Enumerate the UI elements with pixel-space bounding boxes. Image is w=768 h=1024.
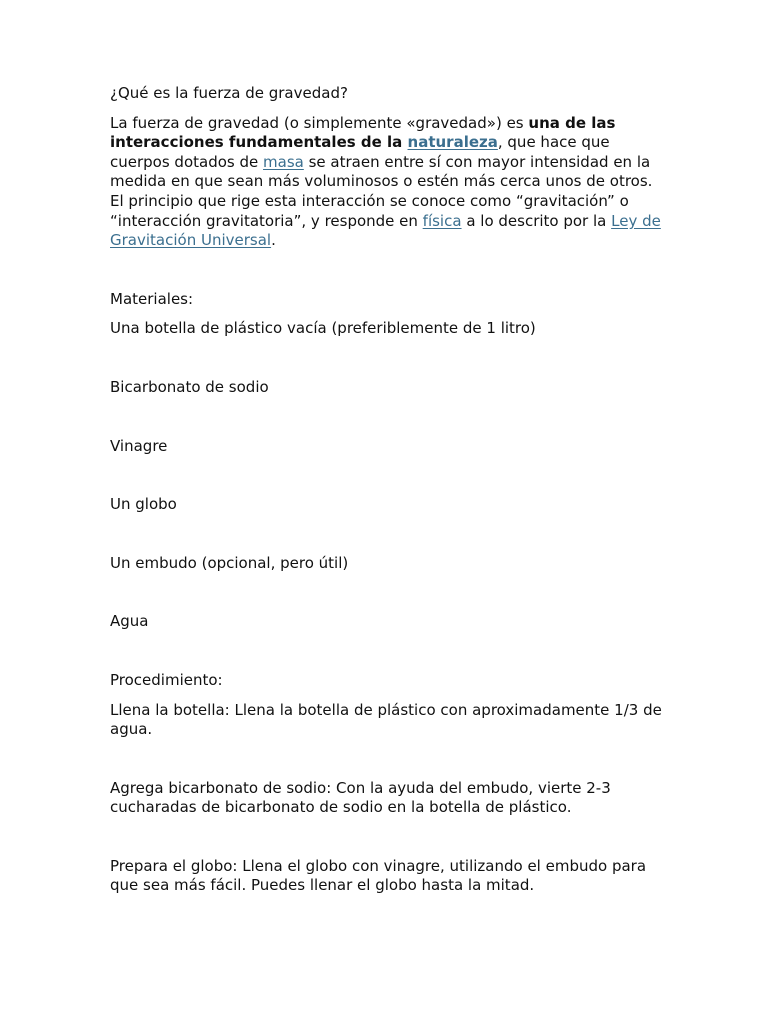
material-item: Agua <box>110 612 149 631</box>
definition-text-3: se atraen entre sí con mayor intensidad en la medida en que sean más voluminosos o estén más cerca unos de otros. El principio que rige esta interacción se conoce como “gravitación” o “interacción gravitatoria”, y responde en <box>110 152 653 230</box>
procedure-heading: Procedimiento: <box>110 670 223 689</box>
definition-text-4: a lo descrito por la <box>461 211 612 230</box>
procedure-step: Llena la botella: Llena la botella de plástico con aproximadamente 1/3 de agua. <box>110 700 662 739</box>
question-heading: ¿Qué es la fuerza de gravedad? <box>110 84 348 102</box>
procedure-step: Agrega bicarbonato de sodio: Con la ayuda del embudo, vierte 2-3 cucharadas de bicarbonato de sodio en la botella de plástico. <box>110 778 611 817</box>
material-item: Vinagre <box>110 436 168 455</box>
material-item: Un globo <box>110 495 177 514</box>
definition-text-2: , que hace que cuerpos dotados de <box>110 133 610 171</box>
link-fisica[interactable]: física <box>422 211 462 230</box>
link-masa[interactable]: masa <box>263 152 304 171</box>
material-item: Un embudo (opcional, pero útil) <box>110 553 349 572</box>
document-page <box>110 84 662 935</box>
materials-heading: Materiales: <box>110 289 194 308</box>
material-item: Una botella de plástico vacía (preferiblemente de 1 litro) <box>110 319 536 338</box>
procedure-step: Prepara el globo: Llena el globo con vinagre, utilizando el embudo para que sea más fácil. Puedes llenar el globo hasta la mitad. <box>110 856 647 895</box>
link-ley-gravitacion[interactable]: Ley de Gravitación Universal <box>110 211 661 250</box>
link-naturaleza[interactable]: naturaleza <box>407 133 498 152</box>
definition-paragraph <box>110 114 662 251</box>
definition-bold-phrase: una de las interacciones fundamentales de la <box>110 113 616 152</box>
definition-text-1: La fuerza de gravedad (o simplemente «gravedad») es <box>110 113 529 132</box>
material-item: Bicarbonato de sodio <box>110 377 269 396</box>
definition-text-5: . <box>271 231 276 250</box>
